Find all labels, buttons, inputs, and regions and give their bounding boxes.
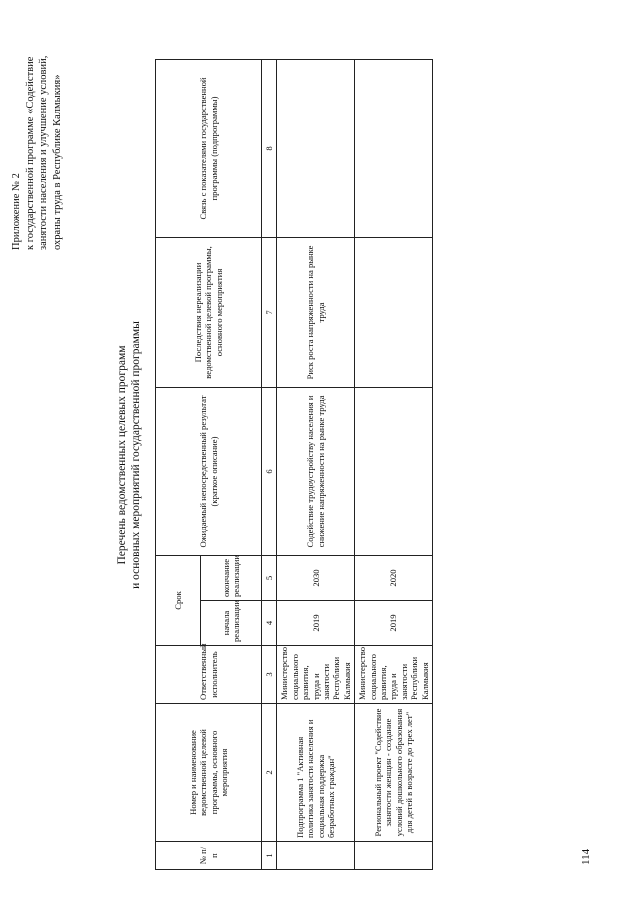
appendix-note xyxy=(10,30,64,250)
header-start: начала реализации xyxy=(201,601,262,646)
table-header-row xyxy=(156,59,201,869)
cell-number xyxy=(277,842,355,870)
header-program-name: Номер и наименование ведомственной целевой программы, основного мероприятия xyxy=(156,704,262,842)
title-line: Перечень ведомственных целевых программ xyxy=(116,345,128,565)
column-number: 7 xyxy=(262,237,277,387)
appendix-line: Приложение № 2 xyxy=(11,173,22,250)
column-number: 8 xyxy=(262,59,277,237)
cell-executor: Министерство социального развития, труда и занятости Республики Калмыкия xyxy=(277,646,355,704)
cell-start: 2019 xyxy=(277,601,355,646)
column-number: 5 xyxy=(262,555,277,600)
cell-program-name: Подпрограмма 1 "Активная политика занятости населения и социальная поддержка безработных граждан" xyxy=(277,704,355,842)
header-link: Связь с показателями государственной программы (подпрограммы) xyxy=(156,59,262,237)
header-executor: Ответственный исполнитель xyxy=(156,646,262,704)
table-row xyxy=(277,59,355,869)
header-term: Срок xyxy=(156,555,201,645)
cell-executor: Министерство социального развития, труда и занятости Республики Калмыкия xyxy=(355,646,433,704)
column-number-row xyxy=(262,59,277,869)
cell-result: Содействие трудоустройству населения и снижение напряженности на рынке труда xyxy=(277,387,355,555)
cell-link xyxy=(277,59,355,237)
header-end: окончание реализации xyxy=(201,555,262,600)
cell-link xyxy=(355,59,433,237)
appendix-line: занятости населения и улучшение условий, xyxy=(38,55,49,250)
programs-table xyxy=(155,59,433,870)
page-number: 114 xyxy=(580,848,592,865)
cell-consequence: Риск роста напряженности на рынке труда xyxy=(277,237,355,387)
appendix-line: охраны труда в Республике Калмыкия» xyxy=(51,74,63,250)
column-number: 6 xyxy=(262,387,277,555)
cell-start: 2019 xyxy=(355,601,433,646)
cell-end: 2030 xyxy=(277,555,355,600)
title-line: и основных мероприятий государственной программы xyxy=(130,321,142,589)
cell-number xyxy=(355,842,433,870)
appendix-line: к государственной программе «Содействие xyxy=(24,56,36,250)
column-number: 4 xyxy=(262,601,277,646)
table-row xyxy=(355,59,433,869)
header-consequence: Последствия нереализации ведомственной целевой программы, основного мероприятия xyxy=(156,237,262,387)
cell-program-name: Региональный проект "Содействие занятости женщин - создание условий дошкольного образования для детей в возрасте до трех лет" xyxy=(355,704,433,842)
cell-end: 2020 xyxy=(355,555,433,600)
header-result: Ожидаемый непосредственный результат (краткое описание) xyxy=(156,387,262,555)
cell-result xyxy=(355,387,433,555)
header-number: № п/п xyxy=(156,842,262,870)
cell-consequence xyxy=(355,237,433,387)
column-number: 2 xyxy=(262,704,277,842)
document-title xyxy=(115,245,143,665)
column-number: 1 xyxy=(262,842,277,870)
column-number: 3 xyxy=(262,646,277,704)
